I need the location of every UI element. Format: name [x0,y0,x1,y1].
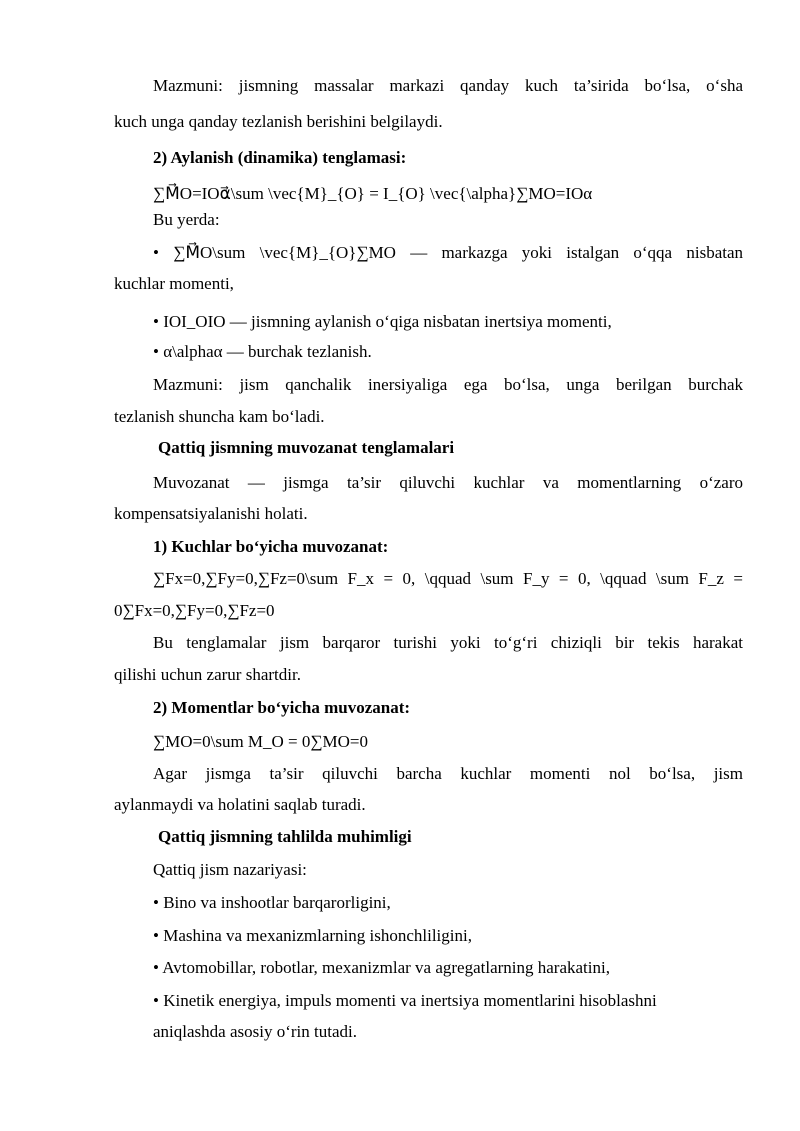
section-heading: Qattiq jismning tahlilda muhimligi [158,827,412,846]
formula-line: ∑Fx=0,∑Fy=0,∑Fz=0\sum F_x = 0, \qquad \sum F_y = 0, \qquad \sum F_z = [153,569,743,588]
paragraph-line: kuch unga qanday tezlanish berishini belgilaydi. [114,112,443,131]
bullet-item: • Mashina va mexanizmlarning ishonchliligini, [153,926,743,946]
bullet-item: • IOI_OIO — jismning aylanish o‘qiga nisbatan inertsiya momenti, [153,312,743,332]
paragraph-line: Agar jismga ta’sir qiluvchi barcha kuchlar momenti nol bo‘lsa, jism [153,764,743,783]
paragraph-line: aylanmaydi va holatini saqlab turadi. [114,795,366,814]
paragraph-line: Muvozanat — jismga ta’sir qiluvchi kuchlar va momentlarning o‘zaro [153,473,743,492]
bullet-item: • Avtomobillar, robotlar, mexanizmlar va agregatlarning harakatini, [153,958,743,978]
formula-line: 0∑Fx=0,∑Fy=0,∑Fz=0 [114,601,275,620]
paragraph-line: Mazmuni: jismning massalar markazi qanday kuch ta’sirida bo‘lsa, o‘sha [153,76,743,95]
paragraph-line: Bu tenglamalar jism barqaror turishi yoki to‘g‘ri chiziqli bir tekis harakat [153,633,743,652]
paragraph-line: Qattiq jism nazariyasi: [153,860,307,879]
bullet-item: • Bino va inshootlar barqarorligini, [153,893,743,913]
section-heading: 1) Kuchlar bo‘yicha muvozanat: [153,537,389,556]
section-heading: 2) Aylanish (dinamika) tenglamasi: [153,148,407,167]
paragraph-line: kuchlar momenti, [114,274,234,293]
paragraph-line: tezlanish shuncha kam bo‘ladi. [114,407,325,426]
paragraph-line: kompensatsiyalanishi holati. [114,504,308,523]
bullet-item: • ∑M⃗O\sum \vec{M}_{O}∑MO — markazga yoki istalgan o‘qqa nisbatan [153,243,743,263]
paragraph-line: aniqlashda asosiy o‘rin tutadi. [153,1022,357,1041]
paragraph-line: qilishi uchun zarur shartdir. [114,665,301,684]
section-heading: 2) Momentlar bo‘yicha muvozanat: [153,698,411,717]
bullet-item: • α\alphaα — burchak tezlanish. [153,342,743,362]
paragraph-line: Bu yerda: [153,210,220,229]
formula-line: ∑M⃗O=IOα⃗\sum \vec{M}_{O} = I_{O} \vec{\alpha}∑MO=IOα [153,184,593,203]
paragraph-line: Mazmuni: jism qanchalik inersiyaliga ega bo‘lsa, unga berilgan burchak [153,375,743,394]
bullet-item: • Kinetik energiya, impuls momenti va inertsiya momentlarini hisoblashni [153,991,743,1011]
section-heading: Qattiq jismning muvozanat tenglamalari [158,438,455,457]
formula-line: ∑MO=0\sum M_O = 0∑MO=0 [153,732,368,751]
